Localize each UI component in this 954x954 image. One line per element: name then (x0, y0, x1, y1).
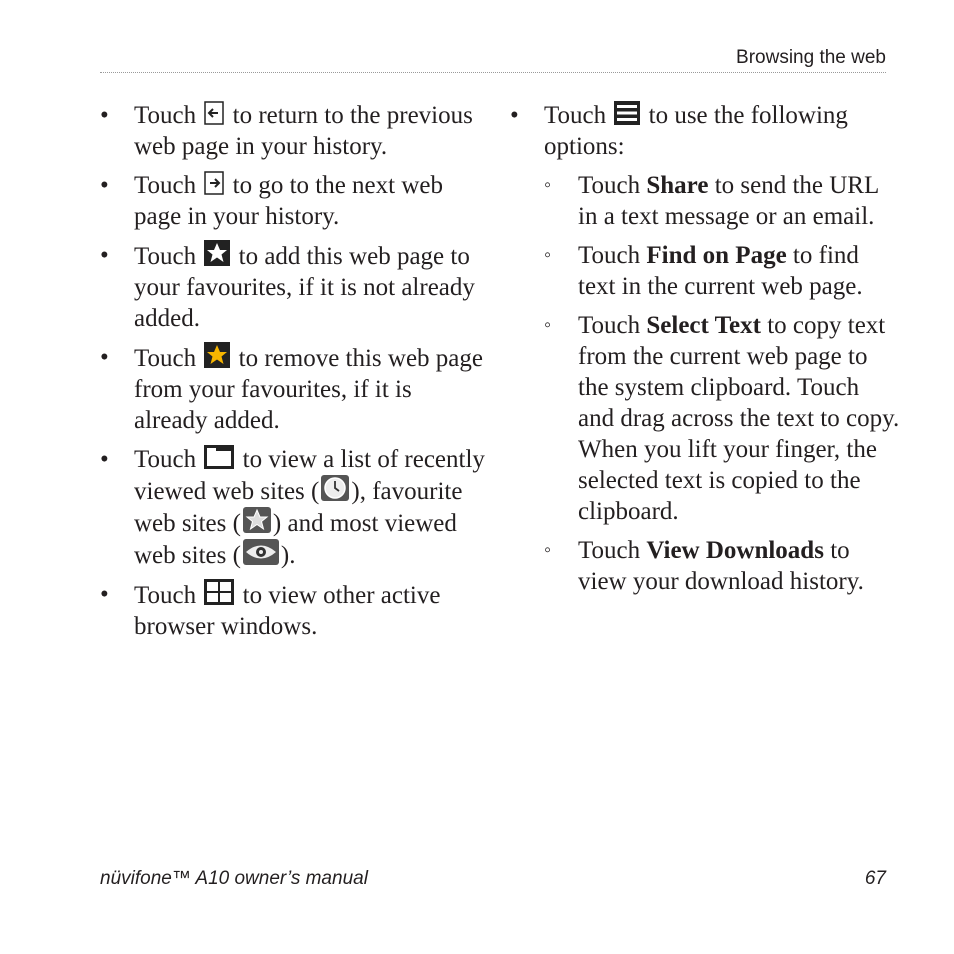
left-bullet-list (100, 100, 490, 642)
star-filled-icon (204, 342, 230, 368)
item-text: to remove this web page from your favourites, if it is already added. (134, 345, 483, 434)
touch-word: Touch (134, 582, 197, 609)
option-name: Select Text (646, 312, 761, 339)
list-item-add-favourite (100, 240, 490, 334)
option-name: View Downloads (646, 537, 824, 564)
touch-word: Touch (578, 242, 641, 269)
item-text: to add this web page to your favourites, if it is not already added. (134, 243, 475, 332)
left-column (100, 100, 490, 650)
item-text: to view your download history. (578, 537, 864, 595)
star-small-icon (243, 507, 271, 533)
list-item-remove-favourite (100, 342, 490, 436)
eye-icon (243, 539, 279, 565)
touch-word: Touch (578, 312, 641, 339)
touch-word: Touch (134, 345, 197, 372)
touch-word: Touch (578, 537, 641, 564)
option-name: Share (646, 172, 709, 199)
sub-item-view-downloads (544, 535, 900, 597)
item-text: to use the following options: (544, 102, 848, 160)
list-item-menu (510, 100, 900, 597)
right-bullet-list (510, 100, 900, 597)
menu-icon (614, 101, 640, 125)
touch-word: Touch (578, 172, 641, 199)
touch-word: Touch (544, 102, 607, 129)
item-text: to find text in the current web page. (578, 242, 863, 300)
touch-word: Touch (134, 243, 197, 270)
item-text: to view a list of recently viewed web sites ( (134, 446, 485, 505)
footer-page-number: 67 (864, 868, 886, 889)
item-text: to go to the next web page in your history. (134, 172, 444, 230)
clock-icon (321, 475, 349, 501)
item-text: ). (280, 542, 296, 569)
item-text: to send the URL in a text message or an email. (578, 172, 879, 230)
list-item-back (100, 100, 490, 162)
item-text: to view other active browser windows. (134, 582, 441, 640)
footer-manual-title: nüvifone™ A10 owner’s manual (100, 868, 368, 889)
item-text: ), favourite web sites ( (134, 478, 463, 537)
touch-word: Touch (134, 172, 197, 199)
back-arrow-icon (204, 101, 224, 125)
sub-item-share (544, 170, 900, 232)
running-header: Browsing the web (736, 47, 886, 68)
list-item-history (100, 444, 490, 571)
header-divider (100, 72, 886, 73)
star-outline-icon (204, 240, 230, 266)
sub-item-find-on-page (544, 240, 900, 302)
item-text: to copy text from the current web page to the system clipboard. Touch and drag across the text to copy. When you lift your finger, the selected text is copied to the clipboard. (578, 312, 900, 525)
touch-word: Touch (134, 446, 197, 473)
options-sublist (544, 170, 900, 597)
list-item-windows (100, 579, 490, 642)
forward-arrow-icon (204, 171, 224, 195)
sub-item-select-text (544, 310, 900, 527)
option-name: Find on Page (646, 242, 787, 269)
item-text: ) and most viewed web sites ( (134, 510, 457, 569)
touch-word: Touch (134, 102, 197, 129)
windows-grid-icon (204, 579, 234, 605)
right-column (510, 100, 900, 605)
item-text: to return to the previous web page in your history. (134, 102, 473, 160)
list-item-forward (100, 170, 490, 232)
folder-icon (204, 445, 234, 469)
